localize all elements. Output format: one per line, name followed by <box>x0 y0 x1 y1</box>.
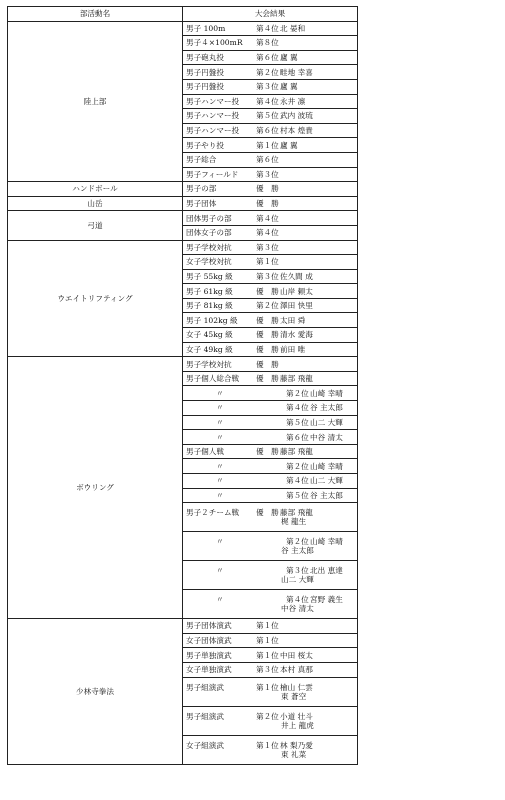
event-name: 男子単独演武 <box>186 650 232 660</box>
club-name: 少林寺拳法 <box>8 619 183 764</box>
event-name: 男子ハンマー投 <box>186 96 240 106</box>
rank: 第４位 <box>256 23 279 33</box>
result-cell <box>183 488 358 503</box>
result-cell <box>183 313 358 328</box>
event-name: 団体男子の部 <box>186 213 232 223</box>
club-name: 山岳 <box>8 196 183 211</box>
athlete-name: 宮野 義生 <box>310 595 343 605</box>
table-row <box>8 240 358 255</box>
event-name: 男子 81kg 級 <box>186 301 233 311</box>
event-name: 男子個人戦 <box>186 447 224 457</box>
athlete-name: 谷 主太郎 <box>310 403 343 413</box>
rank: 第３位 <box>256 242 279 252</box>
athlete-name: 山崎 幸晴 <box>310 388 343 398</box>
result-cell <box>183 65 358 80</box>
athlete-name: 北 晏和 <box>280 23 306 33</box>
athlete-name: 山岸 頼太 <box>280 286 313 296</box>
rank: 第１位 <box>256 257 279 267</box>
rank: 第４位 <box>256 96 279 106</box>
event-name: 男子２チーム戦 <box>186 508 240 518</box>
athlete-name: 北出 恵達 <box>310 566 343 576</box>
result-cell <box>183 371 358 386</box>
results-sheet <box>7 6 358 765</box>
result-cell <box>183 109 358 124</box>
result-cell <box>183 196 358 211</box>
table-row <box>8 619 358 634</box>
rank: 第１位 <box>256 682 279 692</box>
athlete-name-2: 中谷 清太 <box>281 604 314 614</box>
rank: 第１位 <box>256 650 279 660</box>
event-name: 女子組演武 <box>186 740 224 750</box>
result-cell <box>183 444 358 459</box>
event-name: 男子４×100mR <box>186 38 243 48</box>
rank: 優 勝 <box>256 315 279 325</box>
result-cell <box>183 255 358 270</box>
athlete-name-2: 井上 龍虎 <box>281 720 314 730</box>
rank: 第３位 <box>256 82 279 92</box>
rank: 第４位 <box>286 595 309 605</box>
rank: 第５位 <box>286 490 309 500</box>
rank: 優 勝 <box>256 199 279 209</box>
event-name: 団体女子の部 <box>186 228 232 238</box>
event-name: 女子学校対抗 <box>186 257 232 267</box>
result-cell <box>183 459 358 474</box>
event-name: 男子組演武 <box>186 711 224 721</box>
result-cell <box>183 357 358 372</box>
athlete-name-2: 谷 主太郎 <box>281 546 314 556</box>
athlete-name: 廬 翼 <box>280 140 298 150</box>
header-row <box>8 7 358 22</box>
rank: 優 勝 <box>256 508 279 518</box>
rank: 第４位 <box>256 213 279 223</box>
athlete-name: 山崎 幸晴 <box>310 537 343 547</box>
result-cell <box>183 561 358 590</box>
rank: 第２位 <box>256 67 279 77</box>
table-row <box>8 196 358 211</box>
table-row <box>8 21 358 36</box>
results-body <box>8 21 358 764</box>
result-cell <box>183 532 358 561</box>
event-name: 男子団体演武 <box>186 621 232 631</box>
event-name: 男子ハンマー投 <box>186 111 240 121</box>
athlete-name: 武内 波琉 <box>280 111 313 121</box>
athlete-name: 廬 翼 <box>280 82 298 92</box>
result-cell <box>183 225 358 240</box>
athlete-name-2: 東 礼菜 <box>281 749 307 759</box>
athlete-name-2: 梶 龍生 <box>281 517 307 527</box>
event-name: 男子総合 <box>186 155 217 165</box>
event-name: 男子個人総合戦 <box>186 374 240 384</box>
athlete-name: 畦地 幸喜 <box>280 67 313 77</box>
rank: 第１位 <box>256 740 279 750</box>
event-name: 男子団体 <box>186 199 217 209</box>
athlete-name: 澤田 快里 <box>280 301 313 311</box>
event-name: 女子 45kg 級 <box>186 330 233 340</box>
athlete-name: 中谷 清太 <box>310 432 343 442</box>
event-name: 〃 <box>216 595 224 605</box>
result-cell <box>183 619 358 634</box>
event-name: 〃 <box>216 432 224 442</box>
event-name: 〃 <box>216 461 224 471</box>
rank: 第３位 <box>256 271 279 281</box>
event-name: 男子やり投 <box>186 140 224 150</box>
event-name: 〃 <box>216 417 224 427</box>
result-cell <box>183 735 358 764</box>
result-cell <box>183 36 358 51</box>
rank: 第４位 <box>286 403 309 413</box>
rank: 第１位 <box>256 636 279 646</box>
rank: 第６位 <box>256 53 279 63</box>
rank: 第２位 <box>286 461 309 471</box>
athlete-name: 村本 煌貴 <box>280 126 313 136</box>
rank: 第６位 <box>286 432 309 442</box>
event-name: 男子学校対抗 <box>186 359 232 369</box>
athlete-name: 林 梨乃愛 <box>280 740 313 750</box>
result-cell <box>183 240 358 255</box>
event-name: 女子団体演武 <box>186 636 232 646</box>
result-cell <box>183 123 358 138</box>
event-name: 男子円盤投 <box>186 82 224 92</box>
rank: 優 勝 <box>256 344 279 354</box>
rank: 第２位 <box>256 301 279 311</box>
event-name: 〃 <box>216 388 224 398</box>
result-cell <box>183 94 358 109</box>
rank: 第３位 <box>286 566 309 576</box>
event-name: 〃 <box>216 566 224 576</box>
rank: 優 勝 <box>256 447 279 457</box>
club-name: ハンドボール <box>8 182 183 197</box>
athlete-name: 本村 真那 <box>280 665 313 675</box>
athlete-name: 永井 凛 <box>280 96 306 106</box>
event-name: 男子ハンマー投 <box>186 126 240 136</box>
athlete-name: 藤部 飛龍 <box>280 374 313 384</box>
rank: 優 勝 <box>256 184 279 194</box>
result-cell <box>183 298 358 313</box>
rank: 第４位 <box>256 228 279 238</box>
club-name: ウエイトリフティング <box>8 240 183 357</box>
rank: 第２位 <box>286 537 309 547</box>
rank: 第５位 <box>256 111 279 121</box>
event-name: 男子 100m <box>186 23 226 33</box>
event-name: 男子 61kg 級 <box>186 286 233 296</box>
athlete-name: 山崎 幸晴 <box>310 461 343 471</box>
rank: 第１位 <box>256 140 279 150</box>
event-name: 男子 102kg 級 <box>186 315 238 325</box>
result-cell <box>183 590 358 619</box>
club-name: 陸上部 <box>8 21 183 182</box>
result-cell <box>183 677 358 706</box>
athlete-name: 清水 愛海 <box>280 330 313 340</box>
rank: 第８位 <box>256 38 279 48</box>
result-cell <box>183 342 358 357</box>
event-name: 〃 <box>216 403 224 413</box>
rank: 第５位 <box>286 417 309 427</box>
rank: 第４位 <box>286 476 309 486</box>
rank: 第３位 <box>256 169 279 179</box>
rank: 第３位 <box>256 665 279 675</box>
athlete-name: 山二 大輝 <box>310 476 343 486</box>
event-name: 男子の部 <box>186 184 217 194</box>
result-cell <box>183 503 358 532</box>
rank: 優 勝 <box>256 374 279 384</box>
rank: 第２位 <box>256 711 279 721</box>
event-name: 女子 49kg 級 <box>186 344 233 354</box>
result-cell <box>183 79 358 94</box>
result-header: 大会結果 <box>183 7 358 22</box>
athlete-name: 前田 唯 <box>280 344 306 354</box>
rank: 優 勝 <box>256 330 279 340</box>
event-name: 男子円盤投 <box>186 67 224 77</box>
event-name: 男子砲丸投 <box>186 53 224 63</box>
result-cell <box>183 386 358 401</box>
rank: 優 勝 <box>256 286 279 296</box>
result-cell <box>183 21 358 36</box>
athlete-name: 谷 主太郎 <box>310 490 343 500</box>
event-name: 男子フィールド <box>186 169 239 179</box>
athlete-name: 藤部 飛龍 <box>280 447 313 457</box>
result-cell <box>183 430 358 445</box>
table-row <box>8 211 358 226</box>
result-cell <box>183 706 358 735</box>
athlete-name: 小道 壮斗 <box>280 711 313 721</box>
result-cell <box>183 633 358 648</box>
club-header: 部活動名 <box>8 7 183 22</box>
event-name: 〃 <box>216 537 224 547</box>
athlete-name: 佐久間 成 <box>280 271 313 281</box>
result-cell <box>183 648 358 663</box>
results-table <box>7 6 358 765</box>
result-cell <box>183 50 358 65</box>
result-cell <box>183 415 358 430</box>
result-cell <box>183 167 358 182</box>
athlete-name: 廬 翼 <box>280 53 298 63</box>
result-cell <box>183 182 358 197</box>
rank: 第６位 <box>256 155 279 165</box>
club-name: 弓道 <box>8 211 183 240</box>
rank: 優 勝 <box>256 359 279 369</box>
result-cell <box>183 328 358 343</box>
table-row <box>8 182 358 197</box>
result-cell <box>183 211 358 226</box>
event-name: 〃 <box>216 490 224 500</box>
result-cell <box>183 474 358 489</box>
athlete-name: 山二 大輝 <box>310 417 343 427</box>
athlete-name: 檜山 仁雲 <box>280 682 313 692</box>
athlete-name: 藤部 飛龍 <box>280 508 313 518</box>
athlete-name: 中田 桜太 <box>280 650 313 660</box>
rank: 第６位 <box>256 126 279 136</box>
result-cell <box>183 401 358 416</box>
rank: 第１位 <box>256 621 279 631</box>
club-name: ボウリング <box>8 357 183 619</box>
result-cell <box>183 269 358 284</box>
result-cell <box>183 152 358 167</box>
event-name: 男子組演武 <box>186 682 224 692</box>
event-name: 男子学校対抗 <box>186 242 232 252</box>
rank: 第２位 <box>286 388 309 398</box>
event-name: 男子 55kg 級 <box>186 271 233 281</box>
athlete-name: 太田 舜 <box>280 315 306 325</box>
result-cell <box>183 138 358 153</box>
athlete-name-2: 東 蒼空 <box>281 691 307 701</box>
athlete-name-2: 山二 大輝 <box>281 575 314 585</box>
result-cell <box>183 284 358 299</box>
table-row <box>8 357 358 372</box>
event-name: 〃 <box>216 476 224 486</box>
result-cell <box>183 662 358 677</box>
event-name: 女子単独演武 <box>186 665 232 675</box>
